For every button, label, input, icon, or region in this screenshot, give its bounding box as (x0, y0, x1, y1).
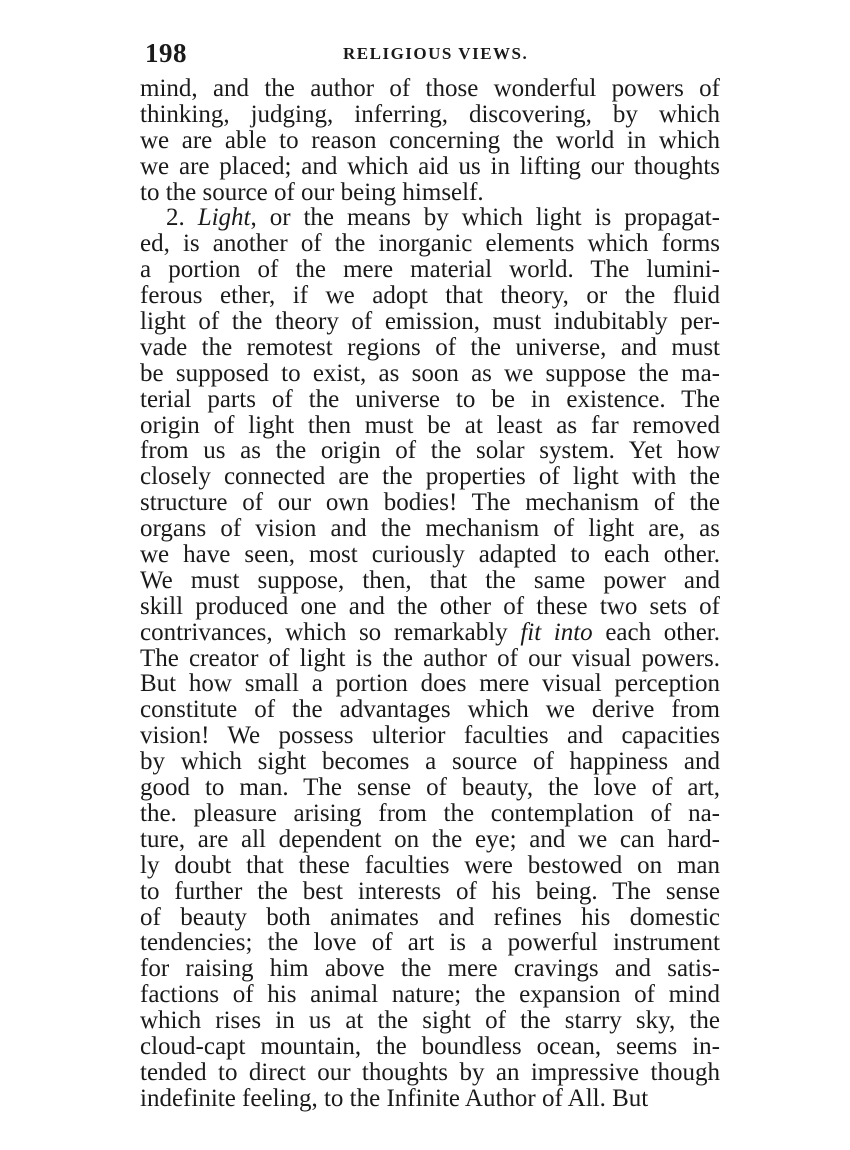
text-line (140, 827, 720, 853)
text-line (140, 335, 720, 361)
line-text: to further the best interests of his being. The sense (140, 877, 720, 905)
text-line (140, 413, 720, 439)
text-line (140, 102, 720, 128)
line-text: a portion of the mere material world. The lumini- (140, 256, 720, 284)
line-text: good to man. The sense of beauty, the love of art, (140, 774, 720, 802)
line-text: constitute of the advantages which we derive from (140, 696, 720, 724)
text-line (140, 154, 720, 180)
line-text: organs of vision and the mechanism of light are, as (140, 515, 720, 543)
text-line (140, 723, 720, 749)
text-line (140, 879, 720, 905)
italic-phrase: fit into (520, 618, 593, 646)
line-text: from us as the origin of the solar system. Yet how (140, 437, 720, 465)
line-text: cloud-capt mountain, the boundless ocean, seems in- (140, 1032, 720, 1060)
line-text: ferous ether, if we adopt that theory, or the fluid (140, 282, 720, 310)
line-text: ed, is another of the inorganic elements which forms (140, 230, 720, 258)
text-line (140, 982, 720, 1008)
line-text: factions of his animal nature; the expansion of mind (140, 981, 720, 1009)
line-text: to the source of our being himself. (140, 178, 484, 206)
text-line (140, 180, 720, 206)
line-text: contrivances, which so remarkably (140, 618, 521, 646)
line-text: We must suppose, then, that the same power and (140, 566, 720, 594)
line-text: vision! We possess ulterior faculties and capacities (140, 722, 720, 750)
text-line (140, 1034, 720, 1060)
text-line (140, 749, 720, 775)
line-text: skill produced one and the other of these two sets of (140, 592, 720, 620)
line-text: which rises in us at the sight of the starry sky, the (140, 1007, 720, 1035)
body-text (140, 76, 720, 1112)
text-line (140, 438, 720, 464)
line-text: be supposed to exist, as soon as we suppose the ma- (140, 359, 720, 387)
text-line (140, 464, 720, 490)
text-line (140, 775, 720, 801)
line-text: structure of our own bodies! The mechanism of the (140, 489, 720, 517)
line-text: each other. (592, 618, 720, 646)
text-line (140, 542, 720, 568)
running-head (145, 38, 720, 68)
text-line (140, 205, 720, 231)
text-line (140, 620, 720, 646)
page-number: 198 (145, 38, 187, 68)
italic-phrase: Light (197, 204, 251, 232)
text-line (140, 568, 720, 594)
text-line (140, 231, 720, 257)
line-text: light of the theory of emission, must indubitably per- (140, 308, 720, 336)
text-line (140, 956, 720, 982)
line-text: origin of light then must be at least as far removed (140, 411, 720, 439)
text-line (140, 283, 720, 309)
line-text: The creator of light is the author of our visual powers. (140, 644, 720, 672)
line-text: we are able to reason concerning the world in which (140, 126, 720, 154)
line-text: by which sight becomes a source of happiness and (140, 748, 720, 776)
text-line (140, 1008, 720, 1034)
text-line (140, 646, 720, 672)
text-line (140, 516, 720, 542)
text-line (140, 801, 720, 827)
text-line (140, 671, 720, 697)
line-text: mind, and the author of those wonderful powers of (140, 75, 720, 102)
line-text: for raising him above the mere cravings and satis- (140, 955, 720, 983)
line-text: indefinite feeling, to the Infinite Author of All. But (140, 1084, 649, 1112)
text-line (140, 594, 720, 620)
text-line (140, 361, 720, 387)
text-line (140, 905, 720, 931)
line-text: tendencies; the love of art is a powerful instrument (140, 929, 720, 957)
line-text: vade the remotest regions of the universe, and must (140, 333, 720, 361)
line-text: ly doubt that these faculties were bestowed on man (140, 851, 720, 879)
running-title: RELIGIOUS VIEWS. (343, 44, 529, 63)
line-text: we are placed; and which aid us in lifting our thoughts (140, 152, 720, 180)
text-line (140, 76, 720, 102)
line-text: 2. (166, 204, 198, 232)
text-line (140, 697, 720, 723)
line-text: tended to direct our thoughts by an impressive though (140, 1058, 720, 1086)
text-line (140, 490, 720, 516)
text-line (140, 128, 720, 154)
line-text: But how small a portion does mere visual perception (140, 670, 720, 698)
text-line (140, 257, 720, 283)
text-line (140, 387, 720, 413)
line-text: ture, are all dependent on the eye; and we can hard- (140, 825, 720, 853)
line-text: thinking, judging, inferring, discovering, by which (140, 100, 720, 128)
line-text: , or the means by which light is propagat- (250, 204, 720, 232)
text-line (140, 309, 720, 335)
line-text: closely connected are the properties of light with the (140, 463, 720, 491)
line-text: terial parts of the universe to be in existence. The (140, 385, 720, 413)
text-line (140, 1086, 720, 1112)
text-line (140, 853, 720, 879)
line-text: the. pleasure arising from the contemplation of na- (140, 799, 720, 827)
line-text: of beauty both animates and refines his domestic (140, 903, 720, 931)
text-line (140, 930, 720, 956)
line-text: we have seen, most curiously adapted to each other. (140, 541, 720, 569)
text-line (140, 1060, 720, 1086)
